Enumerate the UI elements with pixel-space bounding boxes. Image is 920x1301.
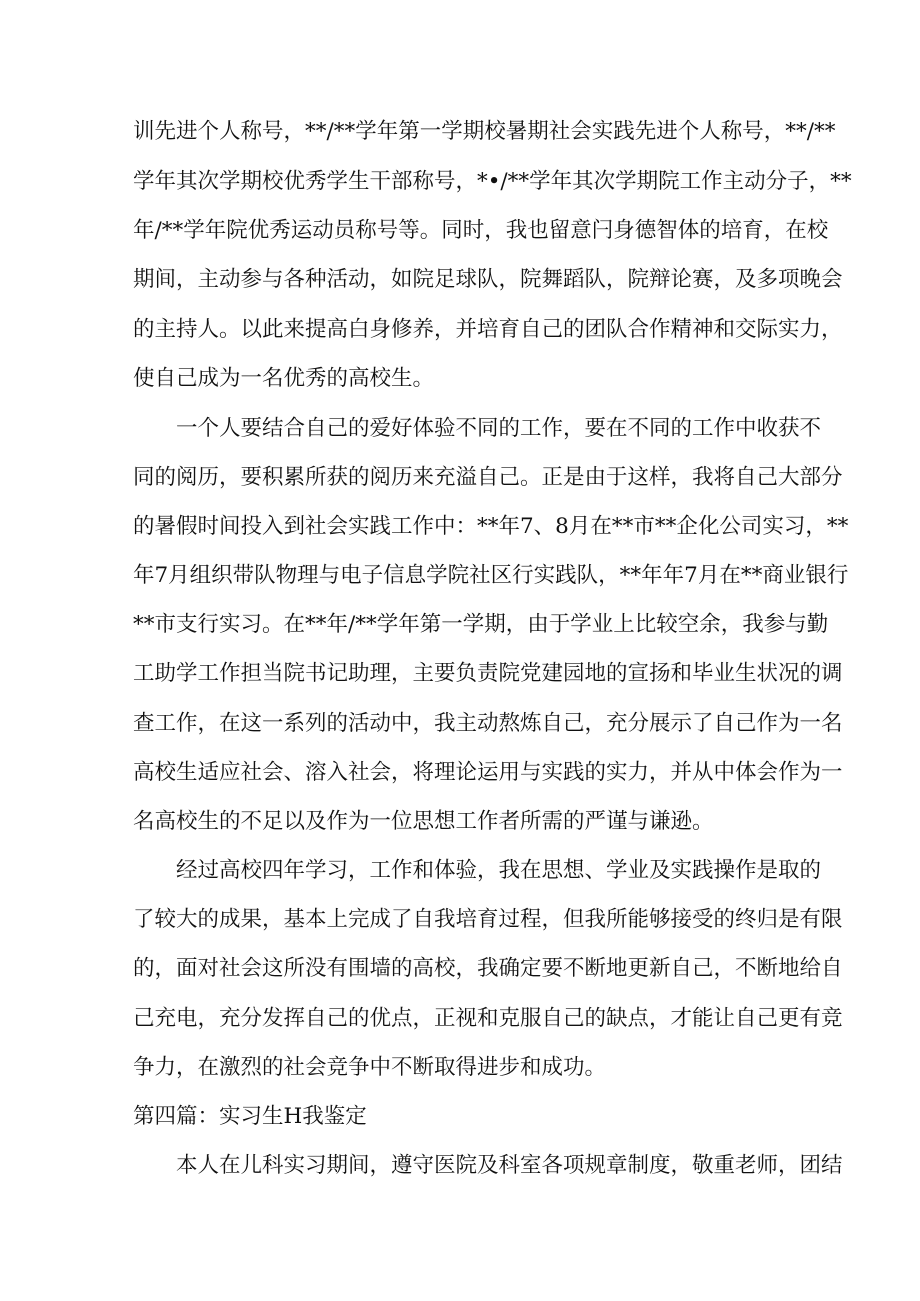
text-line-18: 的，面对社会这所没有围墙的高校，我确定要不断地更新自己，不断地给自 [133,956,843,981]
text-line-9: 的暑假时间投入到社会实践工作中：**年7、8月在**市**企化公司实习，** [133,514,849,539]
text-line-4: 期间，主动参与各种活动，如院足球队，院舞蹈队，院辩论赛，及多项晚会 [133,267,843,292]
text-line-15: 名高校生的不足以及作为一位思想工作者所需的严谨与谦逊。 [133,809,714,834]
text-line-16: 经过高校四年学习，工作和体验，我在思想、学业及实践操作是取的 [176,858,822,883]
text-line-17: 了较大的成果，基本上完成了自我培育过程，但我所能够接受的终归是有限 [133,907,843,932]
text-line-10: 年7月组织带队物理与电子信息学院社区行实践队，**年年7月在**商业银行 [133,563,849,588]
text-line-11: **市支行实习。在**年/**学年第一学期，由于学业上比较空余，我参与勤 [133,612,829,637]
text-line-20: 争力，在激烈的社会竞争中不断取得进步和成功。 [133,1055,607,1080]
text-line-6: 使自己成为一名优秀的高校生。 [133,366,435,391]
text-line-14: 高校生适应社会、溶入社会，将理论运用与实践的实力，并从中体会作为一 [133,760,843,785]
text-line-3: 年/**学年院优秀运动员称号等。同时，我也留意闩身德智体的培育，在校 [133,218,829,243]
section-heading: 第四篇：实习生H我鉴定 [133,1104,367,1129]
text-line-1: 训先进个人称号，**/**学年第一学期校暑期社会实践先进个人称号，**/** [133,119,836,144]
text-line-2: 学年其次学期校优秀学生干部称号，*•/**学年其次学期院工作主动分子，** [133,169,852,194]
text-line-19: 己充电，充分发挥自己的优点，正视和克服自己的缺点，才能让自己更有竞 [133,1006,843,1031]
text-line-8: 同的阅历，要积累所获的阅历来充溢自己。正是由于这样，我将自己大部分 [133,465,843,490]
text-line-13: 查工作，在这一系列的活动中，我主动熬炼自己，充分展示了自己作为一名 [133,711,843,736]
text-line-7: 一个人要结合自己的爱好体验不同的工作，要在不同的工作中收获不 [176,416,822,441]
text-line-12: 工助学工作担当院书记助理，主要负责院党建园地的宣扬和毕业生状况的调 [133,661,843,686]
text-line-22: 本人在儿科实习期间，遵守医院及科室各项规章制度，敬重老师，团结 [176,1153,843,1178]
text-line-5: 的主持人。以此来提高白身修养，并培育自己的团队合作精神和交际实力， [133,317,843,342]
